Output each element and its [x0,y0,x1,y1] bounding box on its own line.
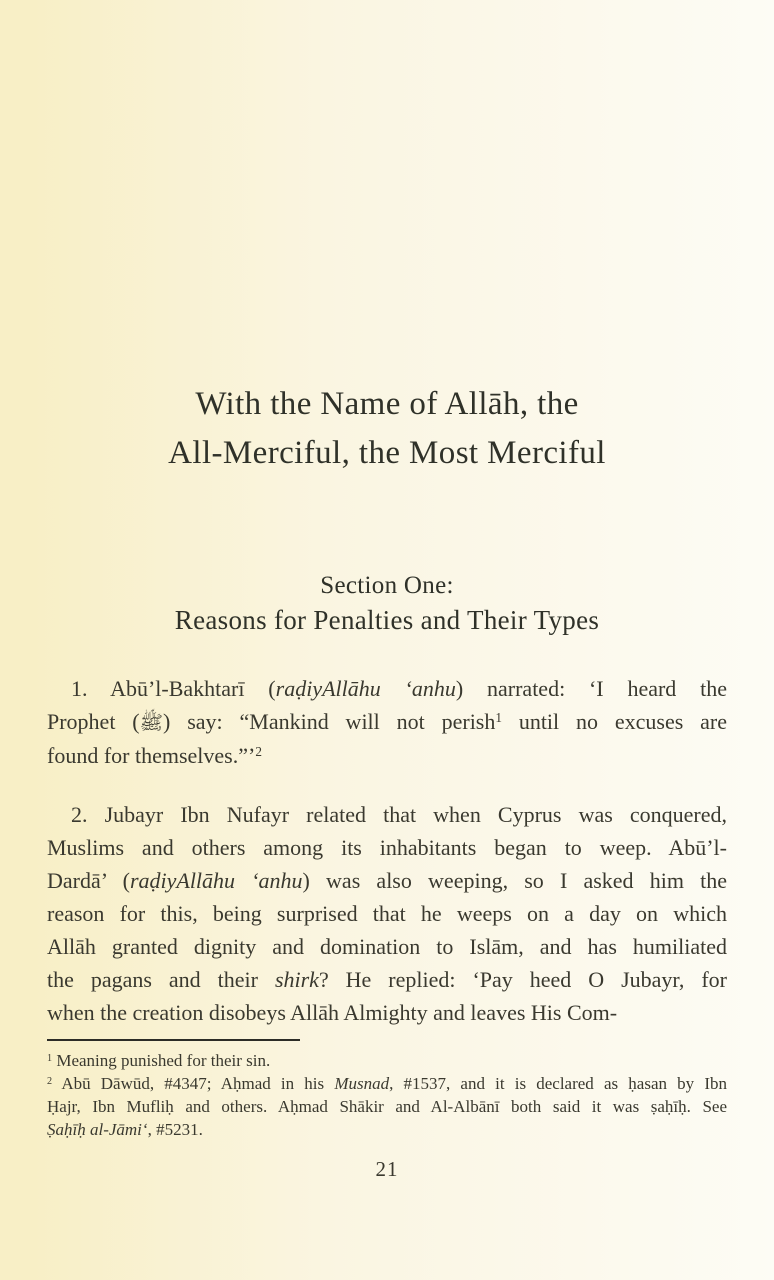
text-line [47,897,727,930]
footnote-2 [47,1072,727,1141]
text-segment: 1. Abū’l-Bakhtarī ( [71,676,276,701]
text-segment: Prophet ( [47,709,140,734]
text-segment: Dardā’ ( [47,868,130,893]
pbuh-calligraphy-symbol: ﷺ [139,711,164,734]
text-segment: reason for this, being surprised that he weeps on a day on which [47,901,727,926]
section-title: Reasons for Penalties and Their Types [174,605,600,635]
text-line [47,705,727,739]
text-line [47,963,727,996]
text-segment: when the creation disobeys Allāh Almighty and leaves His Com- [47,1000,618,1025]
chapter-title-line-2: All-Merciful, the Most Merciful [168,435,606,471]
footnotes [47,1049,727,1141]
text-segment: raḍiyAllāhu ‘anhu [129,868,303,893]
page-number: 21 [375,1157,399,1181]
text-segment: found for themselves.”’ [47,743,256,768]
text-segment: ) was also weeping, so I asked him the [302,868,727,893]
text-line [47,1072,727,1095]
footnote-1 [47,1049,727,1072]
text-segment: Musnad [334,1074,390,1093]
text-line [47,831,727,864]
text-segment: shirk [274,967,319,992]
footnote-divider [47,1039,300,1041]
text-line [47,1095,727,1118]
text-segment: ) narrated: ‘I heard the [455,676,727,701]
text-segment: 2. Jubayr Ibn Nufayr related that when Cyprus was conquered, [71,802,727,827]
text-line [47,1049,727,1072]
chapter-title [47,380,727,478]
text-segment: the pagans and their [47,967,275,992]
text-line [47,739,727,772]
text-line [47,1118,727,1141]
text-segment: ) say: “Mankind will not perish [163,709,496,734]
chapter-title-line-1: With the Name of Allāh, the [195,386,579,422]
text-segment: 2 [255,744,262,759]
text-segment: , #1537, and it is declared as ḥasan by Ibn [389,1074,727,1093]
text-line [47,864,727,897]
text-segment: 1 [47,1053,53,1064]
text-segment: 2 [47,1076,53,1087]
text-segment: Meaning punished for their sin. [52,1051,271,1070]
text-segment: Abū Dāwūd, #4347; Aḥmad in his [52,1074,335,1093]
text-segment: raḍiyAllāhu ‘anhu [275,676,456,701]
text-segment: ? He replied: ‘Pay heed O Jubayr, for [318,967,727,992]
page-content [47,0,727,1182]
text-line [47,996,727,1029]
text-segment: Muslims and others among its inhabitants began to weep. Abū’l- [47,835,727,860]
text-segment: until no excuses are [501,709,728,734]
section-heading [47,570,727,639]
paragraph-2 [47,798,727,1029]
text-segment: Allāh granted dignity and domination to Islām, and has humiliated [47,934,727,959]
text-segment: 1 [495,710,502,725]
paragraph-1 [47,672,727,772]
text-segment: , #5231. [147,1120,203,1139]
text-line [47,930,727,963]
text-segment: Ḥajr, Ibn Mufliḥ and others. Aḥmad Shākir and Al-Albānī both said it was ṣaḥīḥ. See [47,1097,727,1116]
section-kicker: Section One: [320,572,454,599]
text-segment: Ṣaḥīḥ al-Jāmi‘ [47,1120,148,1139]
text-line [47,798,727,831]
text-line [47,672,727,705]
